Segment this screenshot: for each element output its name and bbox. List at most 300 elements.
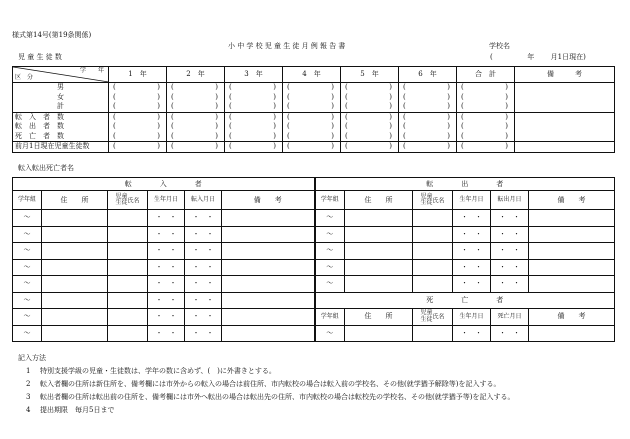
in-date-cell[interactable] [185, 325, 222, 342]
date-dots: ・ ・ [155, 312, 177, 321]
address-cell[interactable] [345, 226, 413, 243]
count-cell[interactable] [457, 142, 515, 153]
name-cell[interactable] [108, 292, 148, 309]
count-cell[interactable] [341, 83, 399, 93]
remarks-cell[interactable] [529, 226, 615, 243]
count-cell[interactable] [167, 142, 225, 153]
corner-cell [13, 67, 109, 83]
name-cell[interactable] [108, 325, 148, 342]
death-col-grade: 学年組 [315, 309, 345, 326]
name-cell[interactable] [413, 259, 453, 276]
paren-close: ) [331, 83, 334, 92]
address-cell[interactable] [345, 243, 413, 260]
birth-date-cell[interactable] [148, 259, 185, 276]
count-cell[interactable] [283, 102, 341, 112]
paren-close: ) [447, 92, 450, 101]
remarks-header: 備 考 [515, 67, 615, 83]
special-class-paren [341, 84, 398, 91]
page-title: 小中学校児童生徒月例報告書 [228, 42, 348, 50]
paren-close: ) [157, 112, 160, 121]
death-date-cell[interactable] [491, 325, 529, 342]
count-cell[interactable] [457, 132, 515, 142]
in-date-cell[interactable] [185, 276, 222, 293]
special-class-paren [109, 123, 166, 130]
paren-open: ( [171, 122, 174, 131]
count-cell[interactable] [109, 122, 167, 132]
address-cell[interactable] [42, 243, 108, 260]
date-dots: ・ ・ [499, 229, 521, 238]
paren-open: ( [229, 102, 232, 111]
birth-date-cell[interactable] [148, 226, 185, 243]
paren-close: ) [157, 131, 160, 140]
special-class-paren [225, 114, 282, 121]
out-col-address: 住 所 [345, 191, 413, 210]
date-dots: ・ ・ [461, 279, 483, 288]
special-class-paren [399, 114, 456, 121]
summary-row [13, 93, 615, 103]
paren-close: ) [273, 102, 276, 111]
paren-close: ) [505, 92, 508, 101]
date-dots: ・ ・ [155, 328, 177, 337]
paren-close: ) [273, 142, 276, 151]
remarks-cell[interactable] [515, 132, 615, 142]
count-cell[interactable] [283, 93, 341, 103]
count-cell[interactable] [225, 122, 283, 132]
birth-date-cell[interactable] [453, 210, 491, 227]
remarks-cell[interactable] [515, 93, 615, 103]
form-number: 様式第14号(第19条関係) [12, 31, 92, 39]
address-cell[interactable] [42, 309, 108, 326]
summary-row-label: 死 亡 者 数 [15, 131, 64, 140]
remarks-cell[interactable] [222, 309, 315, 326]
out-date-cell[interactable] [491, 226, 529, 243]
count-cell[interactable] [399, 83, 457, 93]
paren-open: ( [461, 92, 464, 101]
paren-close: ) [389, 112, 392, 121]
name-cell[interactable] [108, 276, 148, 293]
count-cell[interactable] [341, 142, 399, 153]
in-date-cell[interactable] [185, 210, 222, 227]
birth-date-cell[interactable] [453, 226, 491, 243]
summary-row-label: 転 出 者 数 [15, 122, 64, 131]
count-cell[interactable] [341, 132, 399, 142]
remarks-cell[interactable] [222, 276, 315, 293]
summary-row-label: 女 [57, 92, 64, 101]
count-cell[interactable] [341, 112, 399, 122]
special-class-paren [109, 84, 166, 91]
grade-class-cell[interactable] [315, 243, 345, 260]
count-cell[interactable] [109, 142, 167, 153]
address-cell[interactable] [42, 226, 108, 243]
special-class-paren [341, 123, 398, 130]
count-cell[interactable] [399, 112, 457, 122]
remarks-cell[interactable] [222, 325, 315, 342]
transfer-row [13, 292, 615, 309]
special-class-paren [283, 133, 340, 140]
paren-open: ( [461, 131, 464, 140]
death-col-name [413, 309, 453, 326]
death-header: 死 亡 者 [315, 292, 615, 309]
out-date-cell[interactable] [491, 259, 529, 276]
count-cell[interactable] [225, 102, 283, 112]
date-year-label: 年 [527, 53, 535, 61]
note-text: 転出者欄の住所は転出前の住所を、備考欄には市外へ転出の場合は転出先の住所、市内転校の場合は転校先の学校名、その他(就学猶予等)を記入する。 [40, 393, 515, 401]
paren-open: ( [171, 83, 174, 92]
special-class-paren [341, 114, 398, 121]
note-item [26, 366, 276, 376]
remarks-cell[interactable] [515, 102, 615, 112]
grade-class-cell[interactable] [13, 309, 42, 326]
paren-close: ) [215, 142, 218, 151]
grade-header: 4 年 [283, 67, 341, 83]
special-class-paren [225, 103, 282, 110]
tilde-mark: ～ [326, 246, 334, 255]
grade-class-cell[interactable] [13, 259, 42, 276]
date-dots: ・ ・ [155, 262, 177, 271]
birth-date-cell[interactable] [148, 276, 185, 293]
date-dots: ・ ・ [192, 328, 214, 337]
paren-open: ( [287, 83, 290, 92]
count-cell[interactable] [225, 132, 283, 142]
remarks-cell[interactable] [515, 112, 615, 122]
date-open: ( [490, 53, 493, 61]
paren-close: ) [273, 112, 276, 121]
date-dots: ・ ・ [192, 262, 214, 271]
grade-header: 3 年 [225, 67, 283, 83]
count-cell[interactable] [283, 142, 341, 153]
summary-row-label: 計 [57, 102, 64, 111]
name-cell[interactable] [413, 243, 453, 260]
paren-open: ( [287, 142, 290, 151]
summary-row [13, 142, 615, 153]
special-class-paren [457, 133, 514, 140]
student-count-heading: 児 童 生 徒 数 [18, 53, 62, 61]
remarks-cell[interactable] [529, 276, 615, 293]
paren-open: ( [403, 102, 406, 111]
grade-class-cell[interactable] [13, 325, 42, 342]
grade-class-cell[interactable] [13, 276, 42, 293]
count-cell[interactable] [167, 102, 225, 112]
paren-open: ( [461, 112, 464, 121]
birth-date-cell[interactable] [453, 325, 491, 342]
special-class-paren [457, 84, 514, 91]
count-cell[interactable] [225, 83, 283, 93]
paren-open: ( [461, 83, 464, 92]
remarks-cell[interactable] [222, 292, 315, 309]
in-col-remarks: 備 考 [222, 191, 315, 210]
birth-date-cell[interactable] [453, 259, 491, 276]
notes-heading: 記入方法 [18, 354, 46, 362]
paren-open: ( [171, 92, 174, 101]
paren-open: ( [229, 142, 232, 151]
count-cell[interactable] [457, 112, 515, 122]
paren-open: ( [113, 83, 116, 92]
out-col-grade: 学年組 [315, 191, 345, 210]
paren-close: ) [447, 102, 450, 111]
in-date-cell[interactable] [185, 259, 222, 276]
paren-open: ( [113, 112, 116, 121]
paren-open: ( [461, 102, 464, 111]
paren-close: ) [157, 142, 160, 151]
date-dots: ・ ・ [192, 213, 214, 222]
transfer-row [13, 309, 615, 326]
in-date-cell[interactable] [185, 309, 222, 326]
date-dots: ・ ・ [192, 295, 214, 304]
summary-row-label: 転 入 者 数 [13, 112, 109, 122]
transfer-row [13, 259, 615, 276]
count-cell[interactable] [457, 122, 515, 132]
special-class-paren [167, 94, 224, 101]
special-class-paren [109, 133, 166, 140]
birth-date-cell[interactable] [148, 210, 185, 227]
count-cell[interactable] [399, 93, 457, 103]
address-cell[interactable] [42, 276, 108, 293]
out-date-cell[interactable] [491, 243, 529, 260]
count-cell[interactable] [109, 93, 167, 103]
count-cell[interactable] [225, 142, 283, 153]
grade-class-cell[interactable] [315, 259, 345, 276]
out-date-cell[interactable] [491, 210, 529, 227]
date-dots: ・ ・ [499, 328, 521, 337]
special-class-paren [225, 84, 282, 91]
special-class-paren [167, 123, 224, 130]
note-number: 4 [26, 406, 31, 414]
remarks-cell[interactable] [222, 210, 315, 227]
date-dots: ・ ・ [499, 246, 521, 255]
address-cell[interactable] [345, 259, 413, 276]
remarks-cell[interactable] [222, 226, 315, 243]
birth-date-cell[interactable] [148, 243, 185, 260]
date-dots: ・ ・ [155, 213, 177, 222]
special-class-paren [225, 133, 282, 140]
grade-class-cell[interactable] [315, 210, 345, 227]
count-cell[interactable] [399, 102, 457, 112]
out-col-out-date: 転出月日 [491, 191, 529, 210]
paren-close: ) [505, 142, 508, 151]
paren-open: ( [403, 112, 406, 121]
paren-open: ( [287, 122, 290, 131]
grade-header: 2 年 [167, 67, 225, 83]
paren-close: ) [447, 112, 450, 121]
out-col-name [413, 191, 453, 210]
count-cell[interactable] [399, 132, 457, 142]
paren-open: ( [229, 131, 232, 140]
paren-close: ) [505, 102, 508, 111]
address-cell[interactable] [42, 210, 108, 227]
special-class-paren [167, 84, 224, 91]
student-count-table [12, 66, 615, 153]
tilde-mark: ～ [326, 229, 334, 238]
paren-close: ) [389, 102, 392, 111]
remarks-cell[interactable] [529, 325, 615, 342]
count-cell[interactable] [109, 132, 167, 142]
summary-row-label: 男 [57, 83, 64, 92]
paren-open: ( [403, 122, 406, 131]
special-class-paren [109, 103, 166, 110]
tilde-mark: ～ [23, 312, 31, 321]
address-cell[interactable] [42, 325, 108, 342]
paren-close: ) [505, 131, 508, 140]
count-cell[interactable] [457, 83, 515, 93]
name-cell[interactable] [413, 276, 453, 293]
paren-open: ( [403, 83, 406, 92]
remarks-cell[interactable] [222, 259, 315, 276]
in-date-cell[interactable] [185, 292, 222, 309]
birth-date-cell[interactable] [453, 243, 491, 260]
transfer-section-title: 転入転出死亡者名 [18, 164, 74, 172]
note-text: 転入者欄の住所は新住所を、備考欄には市外からの転入の場合は前住所、市内転校の場合は転入前の学校名、その他(就学猶予解除等)を記入する。 [40, 380, 501, 388]
special-class-paren [399, 94, 456, 101]
name-cell[interactable] [108, 309, 148, 326]
count-cell[interactable] [167, 112, 225, 122]
name-cell[interactable] [108, 210, 148, 227]
remarks-cell[interactable] [529, 243, 615, 260]
paren-close: ) [389, 83, 392, 92]
grade-class-cell[interactable] [13, 243, 42, 260]
birth-date-cell[interactable] [148, 325, 185, 342]
grade-class-cell[interactable] [13, 292, 42, 309]
paren-close: ) [273, 122, 276, 131]
count-cell[interactable] [341, 122, 399, 132]
count-cell[interactable] [283, 132, 341, 142]
name-cell[interactable] [108, 259, 148, 276]
grade-class-cell[interactable] [13, 226, 42, 243]
count-cell[interactable] [399, 142, 457, 153]
paren-close: ) [157, 122, 160, 131]
paren-close: ) [389, 122, 392, 131]
tilde-mark: ～ [23, 262, 31, 271]
count-cell[interactable] [109, 112, 167, 122]
remarks-cell[interactable] [529, 210, 615, 227]
remarks-cell[interactable] [529, 259, 615, 276]
address-cell[interactable] [345, 276, 413, 293]
in-date-cell[interactable] [185, 243, 222, 260]
count-cell[interactable] [167, 83, 225, 93]
count-cell[interactable] [225, 112, 283, 122]
count-cell[interactable] [225, 93, 283, 103]
birth-date-cell[interactable] [453, 276, 491, 293]
paren-close: ) [447, 142, 450, 151]
paren-open: ( [345, 112, 348, 121]
count-cell[interactable] [167, 132, 225, 142]
paren-close: ) [447, 83, 450, 92]
death-col-address: 住 所 [345, 309, 413, 326]
paren-open: ( [113, 122, 116, 131]
paren-open: ( [287, 102, 290, 111]
death-col-name-bottom: 生徒 [420, 315, 433, 323]
name-cell[interactable] [108, 226, 148, 243]
paren-close: ) [273, 92, 276, 101]
count-cell[interactable] [457, 102, 515, 112]
paren-open: ( [403, 142, 406, 151]
birth-date-cell[interactable] [148, 309, 185, 326]
note-item [26, 379, 500, 389]
address-cell[interactable] [42, 292, 108, 309]
name-cell[interactable] [413, 210, 453, 227]
count-cell[interactable] [167, 122, 225, 132]
paren-close: ) [505, 122, 508, 131]
special-class-paren [167, 103, 224, 110]
note-number: 2 [26, 380, 31, 388]
special-class-paren [457, 123, 514, 130]
paren-close: ) [331, 142, 334, 151]
count-cell[interactable] [109, 102, 167, 112]
date-dots: ・ ・ [461, 328, 483, 337]
count-cell[interactable] [283, 112, 341, 122]
remarks-cell[interactable] [515, 142, 615, 153]
paren-open: ( [113, 142, 116, 151]
in-date-cell[interactable] [185, 226, 222, 243]
grade-class-cell[interactable] [315, 325, 345, 342]
address-cell[interactable] [345, 325, 413, 342]
name-cell[interactable] [413, 325, 453, 342]
name-cell[interactable] [108, 243, 148, 260]
transfer-body [13, 210, 615, 342]
count-cell[interactable] [457, 93, 515, 103]
date-dots: ・ ・ [155, 246, 177, 255]
count-cell[interactable] [399, 122, 457, 132]
paren-open: ( [171, 112, 174, 121]
out-col-name-suffix: 氏名 [432, 197, 445, 204]
paren-close: ) [331, 122, 334, 131]
special-class-paren [283, 103, 340, 110]
address-cell[interactable] [42, 259, 108, 276]
in-col-birth: 生年月日 [148, 191, 185, 210]
transfer-row [13, 276, 615, 293]
address-cell[interactable] [345, 210, 413, 227]
school-name-label: 学校名 [489, 42, 510, 50]
date-dots: ・ ・ [192, 312, 214, 321]
remarks-cell[interactable] [515, 83, 615, 93]
paren-open: ( [345, 131, 348, 140]
date-dots: ・ ・ [499, 213, 521, 222]
remarks-cell[interactable] [515, 122, 615, 132]
count-cell[interactable] [341, 102, 399, 112]
in-col-name-suffix: 氏名 [127, 197, 140, 204]
grade-class-cell[interactable] [315, 226, 345, 243]
count-cell[interactable] [283, 83, 341, 93]
count-cell[interactable] [109, 83, 167, 93]
summary-body [13, 83, 615, 153]
paren-open: ( [461, 122, 464, 131]
paren-close: ) [331, 131, 334, 140]
out-date-cell[interactable] [491, 276, 529, 293]
transfer-column-header-row [13, 191, 615, 210]
paren-open: ( [171, 131, 174, 140]
grade-class-cell[interactable] [13, 210, 42, 227]
paren-open: ( [113, 131, 116, 140]
tilde-mark: ～ [326, 213, 334, 222]
paren-open: ( [287, 131, 290, 140]
count-cell[interactable] [341, 93, 399, 103]
birth-date-cell[interactable] [148, 292, 185, 309]
out-col-remarks: 備 考 [529, 191, 615, 210]
remarks-cell[interactable] [222, 243, 315, 260]
paren-open: ( [287, 112, 290, 121]
paren-close: ) [331, 112, 334, 121]
paren-open: ( [345, 122, 348, 131]
grade-class-cell[interactable] [315, 276, 345, 293]
count-cell[interactable] [283, 122, 341, 132]
paren-close: ) [273, 131, 276, 140]
transfer-row [13, 325, 615, 342]
summary-row [13, 122, 615, 132]
paren-open: ( [113, 92, 116, 101]
summary-row [13, 132, 615, 142]
count-cell[interactable] [167, 93, 225, 103]
name-cell[interactable] [413, 226, 453, 243]
in-col-name-bottom: 生徒 [115, 199, 128, 206]
